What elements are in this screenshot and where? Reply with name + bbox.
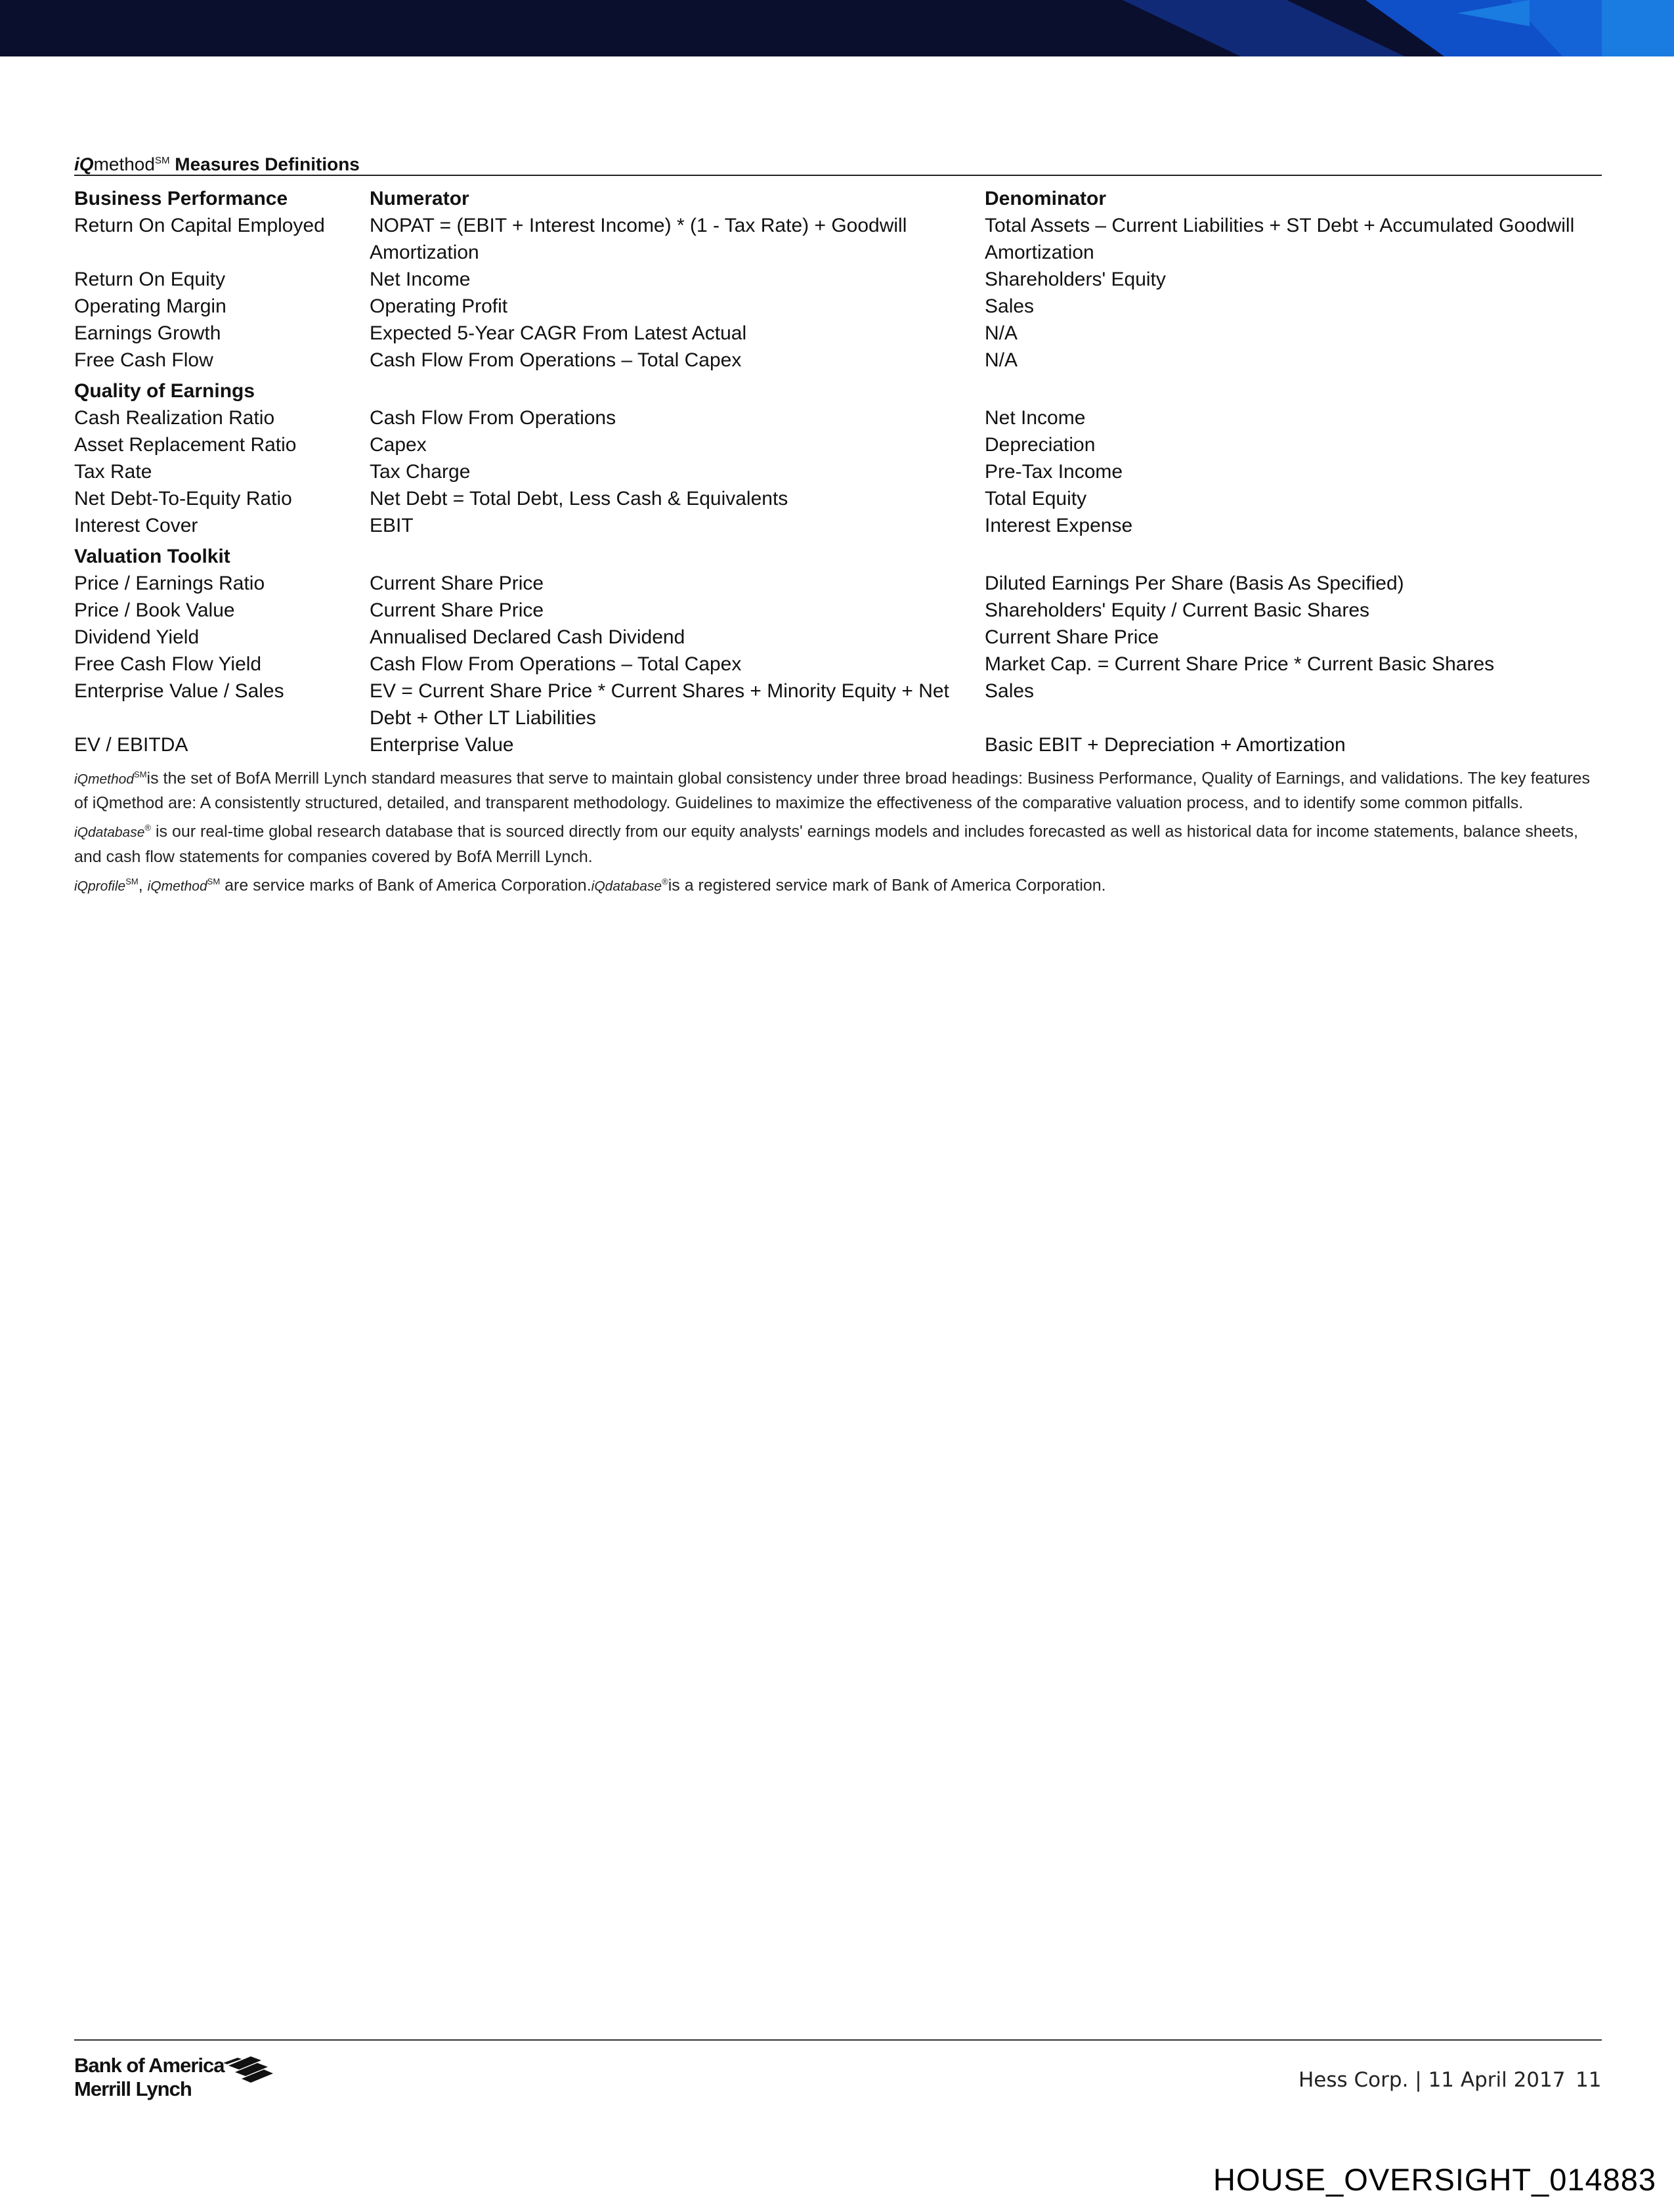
denominator-cell: Shareholders' Equity xyxy=(985,269,1166,290)
iqmethod-sup: SM xyxy=(134,770,147,779)
table-row xyxy=(74,347,1602,374)
section-header-row xyxy=(74,374,1602,404)
footnote-iqmethod xyxy=(74,762,1602,815)
denominator-cell: Market Cap. = Current Share Price * Current Basic Shares xyxy=(985,653,1495,675)
iqmethod-mark-2: iQmethod xyxy=(147,878,207,894)
numerator-cell: Cash Flow From Operations xyxy=(370,407,616,429)
footer-divider xyxy=(74,2039,1602,2041)
numerator-cell: Annualised Declared Cash Dividend xyxy=(370,626,685,648)
measure-cell: Return On Equity xyxy=(74,269,226,290)
table-row xyxy=(74,485,1602,512)
section-heading: Valuation Toolkit xyxy=(74,546,230,567)
measure-cell: Interest Cover xyxy=(74,515,198,536)
iqdatabase-sup-2: ® xyxy=(662,876,668,886)
numerator-cell: NOPAT = (EBIT + Interest Income) * (1 - Tax Rate) + Goodwill Amortization xyxy=(370,215,907,263)
table-row xyxy=(74,266,1602,293)
iqprofile-mark: iQprofile xyxy=(74,878,126,894)
denominator-cell: Pre-Tax Income xyxy=(985,461,1123,483)
flagscape-icon xyxy=(222,2054,274,2084)
section-header-row xyxy=(74,181,1602,212)
denominator-cell: Net Income xyxy=(985,407,1086,429)
table-row xyxy=(74,651,1602,678)
measure-cell: Asset Replacement Ratio xyxy=(74,434,297,456)
definitions-table xyxy=(74,181,1602,758)
logo-line-1: Bank of America xyxy=(74,2054,225,2077)
section-heading: Business Performance xyxy=(74,188,288,209)
denominator-cell: N/A xyxy=(985,322,1018,344)
service-mark-text: are service marks of Bank of America Corporation. xyxy=(220,875,591,894)
numerator-cell: Tax Charge xyxy=(370,461,471,483)
denominator-header: Denominator xyxy=(985,188,1107,209)
measure-cell: EV / EBITDA xyxy=(74,734,188,756)
title-iq: iQ xyxy=(74,154,94,175)
table-row xyxy=(74,570,1602,597)
brand-stripes-graphic xyxy=(0,0,1674,56)
denominator-cell: Depreciation xyxy=(985,434,1096,456)
numerator-cell: Expected 5-Year CAGR From Latest Actual xyxy=(370,322,747,344)
section-header-row xyxy=(74,539,1602,570)
numerator-cell: Capex xyxy=(370,434,427,456)
denominator-cell: Interest Expense xyxy=(985,515,1133,536)
numerator-cell: Net Income xyxy=(370,269,471,290)
measure-cell: Price / Book Value xyxy=(74,599,235,621)
numerator-cell: Enterprise Value xyxy=(370,734,514,756)
numerator-cell: EBIT xyxy=(370,515,414,536)
logo-line-2: Merrill Lynch xyxy=(74,2077,192,2100)
numerator-cell: Net Debt = Total Debt, Less Cash & Equivalents xyxy=(370,488,788,510)
denominator-cell: N/A xyxy=(985,349,1018,371)
title-method: method xyxy=(93,154,155,175)
denominator-cell: Sales xyxy=(985,680,1035,702)
table-row xyxy=(74,293,1602,320)
numerator-header xyxy=(370,539,985,570)
top-brand-bar xyxy=(0,0,1674,56)
measure-cell: Cash Realization Ratio xyxy=(74,407,275,429)
iqprofile-sup: SM xyxy=(125,876,139,886)
measure-cell: Enterprise Value / Sales xyxy=(74,680,284,702)
registered-mark-text: is a registered service mark of Bank of America Corporation. xyxy=(668,875,1106,894)
footnotes xyxy=(74,762,1602,898)
numerator-cell: Cash Flow From Operations – Total Capex xyxy=(370,349,742,371)
iqdatabase-mark: iQdatabase xyxy=(74,825,145,840)
numerator-header xyxy=(370,374,985,404)
mark-separator: , xyxy=(138,875,148,894)
table-row xyxy=(74,212,1602,266)
measure-cell: Free Cash Flow Yield xyxy=(74,653,262,675)
denominator-cell: Basic EBIT + Depreciation + Amortization xyxy=(985,734,1346,756)
denominator-cell: Total Assets – Current Liabilities + ST Debt + Accumulated Goodwill Amortization xyxy=(985,215,1575,263)
denominator-cell: Shareholders' Equity / Current Basic Shares xyxy=(985,599,1370,621)
numerator-cell: Cash Flow From Operations – Total Capex xyxy=(370,653,742,675)
denominator-header xyxy=(985,539,1602,570)
table-row xyxy=(74,731,1602,758)
measure-cell: Price / Earnings Ratio xyxy=(74,573,265,594)
document-info: Hess Corp. | 11 April 2017 xyxy=(1298,2068,1566,2092)
iqdatabase-mark-2: iQdatabase xyxy=(591,878,662,894)
numerator-cell: Operating Profit xyxy=(370,295,508,317)
bofa-merrill-logo xyxy=(74,2054,284,2106)
title-sup: SM xyxy=(154,155,170,166)
measure-cell: Return On Capital Employed xyxy=(74,215,325,236)
denominator-cell: Sales xyxy=(985,295,1035,317)
table-row xyxy=(74,512,1602,539)
footnote-service-marks xyxy=(74,869,1602,898)
footnote-iqmethod-text: is the set of BofA Merrill Lynch standard measures that serve to maintain global consistency under three broad headings: Business Performance, Quality of Earnings, and validations. The key features of iQmethod are: A consistently structured, detailed, and transparent methodology. Guidelines to maximize the effectiveness of the comparative valuation process, and to identify some common pitfalls. xyxy=(74,769,1590,813)
measures-definitions-section xyxy=(74,148,1602,898)
measure-cell: Net Debt-To-Equity Ratio xyxy=(74,488,292,510)
measure-cell: Tax Rate xyxy=(74,461,152,483)
section-heading: Quality of Earnings xyxy=(74,380,255,402)
bates-number: HOUSE_OVERSIGHT_014883 xyxy=(1213,2162,1657,2197)
page-number: 11 xyxy=(1576,2068,1602,2092)
iqdatabase-sup: ® xyxy=(144,823,152,833)
table-row xyxy=(74,624,1602,651)
numerator-cell: EV = Current Share Price * Current Shares + Minority Equity + Net Debt + Other LT Liabilities xyxy=(370,680,949,729)
numerator-cell: Current Share Price xyxy=(370,573,544,594)
page-title xyxy=(74,148,1602,176)
footnote-iqdatabase-text: is our real-time global research database that is sourced directly from our equity analysts' earnings models and includes forecasted as well as historical data for income statements, balance sheets, and cash flow statements for companies covered by BofA Merrill Lynch. xyxy=(74,822,1578,866)
table-row xyxy=(74,597,1602,624)
table-row xyxy=(74,458,1602,485)
measure-cell: Earnings Growth xyxy=(74,322,221,344)
measure-cell: Free Cash Flow xyxy=(74,349,213,371)
measure-cell: Dividend Yield xyxy=(74,626,200,648)
title-text: Measures Definitions xyxy=(175,154,360,175)
iqmethod-mark: iQmethod xyxy=(74,771,135,787)
denominator-header xyxy=(985,374,1602,404)
denominator-cell: Total Equity xyxy=(985,488,1087,510)
denominator-cell: Diluted Earnings Per Share (Basis As Specified) xyxy=(985,573,1404,594)
footnote-iqdatabase xyxy=(74,815,1602,869)
measure-cell: Operating Margin xyxy=(74,295,226,317)
table-row xyxy=(74,431,1602,458)
denominator-cell: Current Share Price xyxy=(985,626,1159,648)
table-row xyxy=(74,678,1602,731)
numerator-header: Numerator xyxy=(370,188,469,209)
table-row xyxy=(74,404,1602,431)
table-row xyxy=(74,320,1602,347)
iqmethod-sup-2: SM xyxy=(207,876,221,886)
numerator-cell: Current Share Price xyxy=(370,599,544,621)
